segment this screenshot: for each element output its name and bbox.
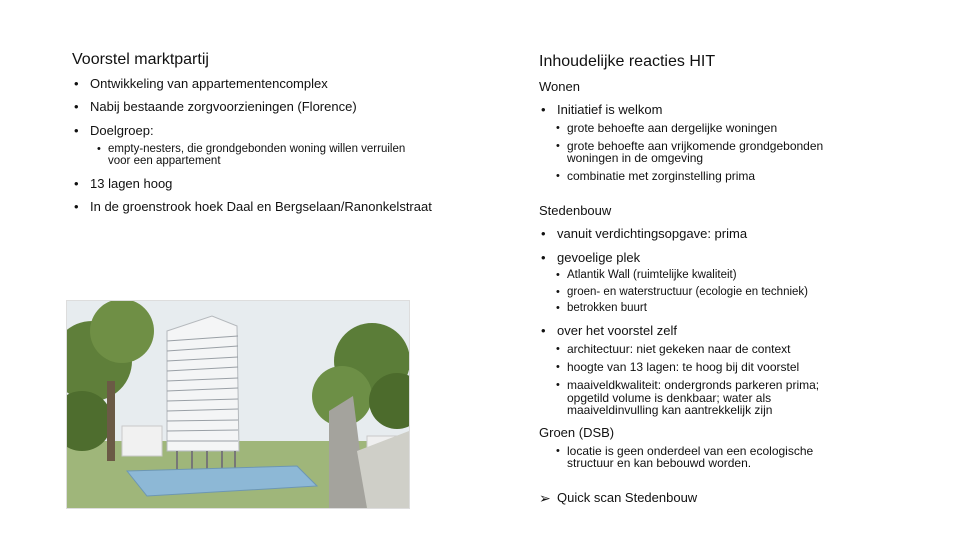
wonen-sub-cont: woningen in de omgeving bbox=[567, 151, 704, 165]
left-bullet: • 13 lagen hoog bbox=[90, 177, 172, 191]
rendering-drawing bbox=[67, 301, 409, 508]
left-sub-bullet-cont: voor een appartement bbox=[108, 155, 221, 167]
building-rendering-image bbox=[66, 300, 410, 509]
stedenbouw-sub-cont: opgetild volume is denkbaar; water als bbox=[567, 391, 772, 405]
stedenbouw-sub: • betrokken buurt bbox=[567, 302, 647, 315]
left-title: Voorstel marktpartij bbox=[72, 51, 209, 68]
groen-sub: • locatie is geen onderdeel van een ecologische bbox=[567, 445, 813, 458]
stedenbouw-heading: Stedenbouw bbox=[539, 203, 612, 218]
wonen-sub: • combinatie met zorginstelling prima bbox=[567, 170, 755, 183]
wonen-heading: Wonen bbox=[539, 79, 580, 94]
stedenbouw-sub-cont: maaiveldinvulling kan aantrekkelijk zijn bbox=[567, 403, 773, 417]
groen-heading: Groen (DSB) bbox=[539, 425, 615, 440]
stedenbouw-point: • over het voorstel zelf bbox=[557, 324, 677, 338]
wonen-sub: • grote behoefte aan dergelijke woningen bbox=[567, 122, 777, 135]
right-title: Inhoudelijke reacties HIT bbox=[539, 53, 716, 70]
wonen-point: • Initiatief is welkom bbox=[557, 103, 662, 117]
stedenbouw-sub: • hoogte van 13 lagen: te hoog bij dit voorstel bbox=[567, 361, 799, 374]
stedenbouw-point: • gevoelige plek bbox=[557, 251, 640, 265]
left-bullet: • Ontwikkeling van appartementencomplex bbox=[90, 77, 328, 91]
quick-scan-label: Quick scan Stedenbouw bbox=[557, 490, 698, 505]
stedenbouw-sub: • architectuur: niet gekeken naar de context bbox=[567, 343, 790, 356]
stedenbouw-sub: • Atlantik Wall (ruimtelijke kwaliteit) bbox=[567, 269, 737, 282]
left-bullet: • Doelgroep: bbox=[90, 124, 154, 138]
stedenbouw-point: • vanuit verdichtingsopgave: prima bbox=[557, 227, 747, 241]
stedenbouw-sub: • maaiveldkwaliteit: ondergronds parkeren prima; bbox=[567, 379, 819, 392]
quick-scan-link[interactable] bbox=[539, 490, 698, 506]
left-sub-bullet: • empty-nesters, die grondgebonden woning willen verruilen bbox=[108, 143, 405, 156]
left-bullet: • Nabij bestaande zorgvoorzieningen (Florence) bbox=[90, 100, 357, 114]
groen-sub-cont: structuur en kan bebouwd worden. bbox=[567, 456, 752, 470]
left-bullet: • In de groenstrook hoek Daal en Bergselaan/Ranonkelstraat bbox=[90, 200, 432, 214]
arrow-bullet-icon: ➢ bbox=[539, 490, 551, 506]
stedenbouw-sub: • groen- en waterstructuur (ecologie en techniek) bbox=[567, 286, 808, 299]
wonen-sub: • grote behoefte aan vrijkomende grondgebonden bbox=[567, 140, 823, 153]
